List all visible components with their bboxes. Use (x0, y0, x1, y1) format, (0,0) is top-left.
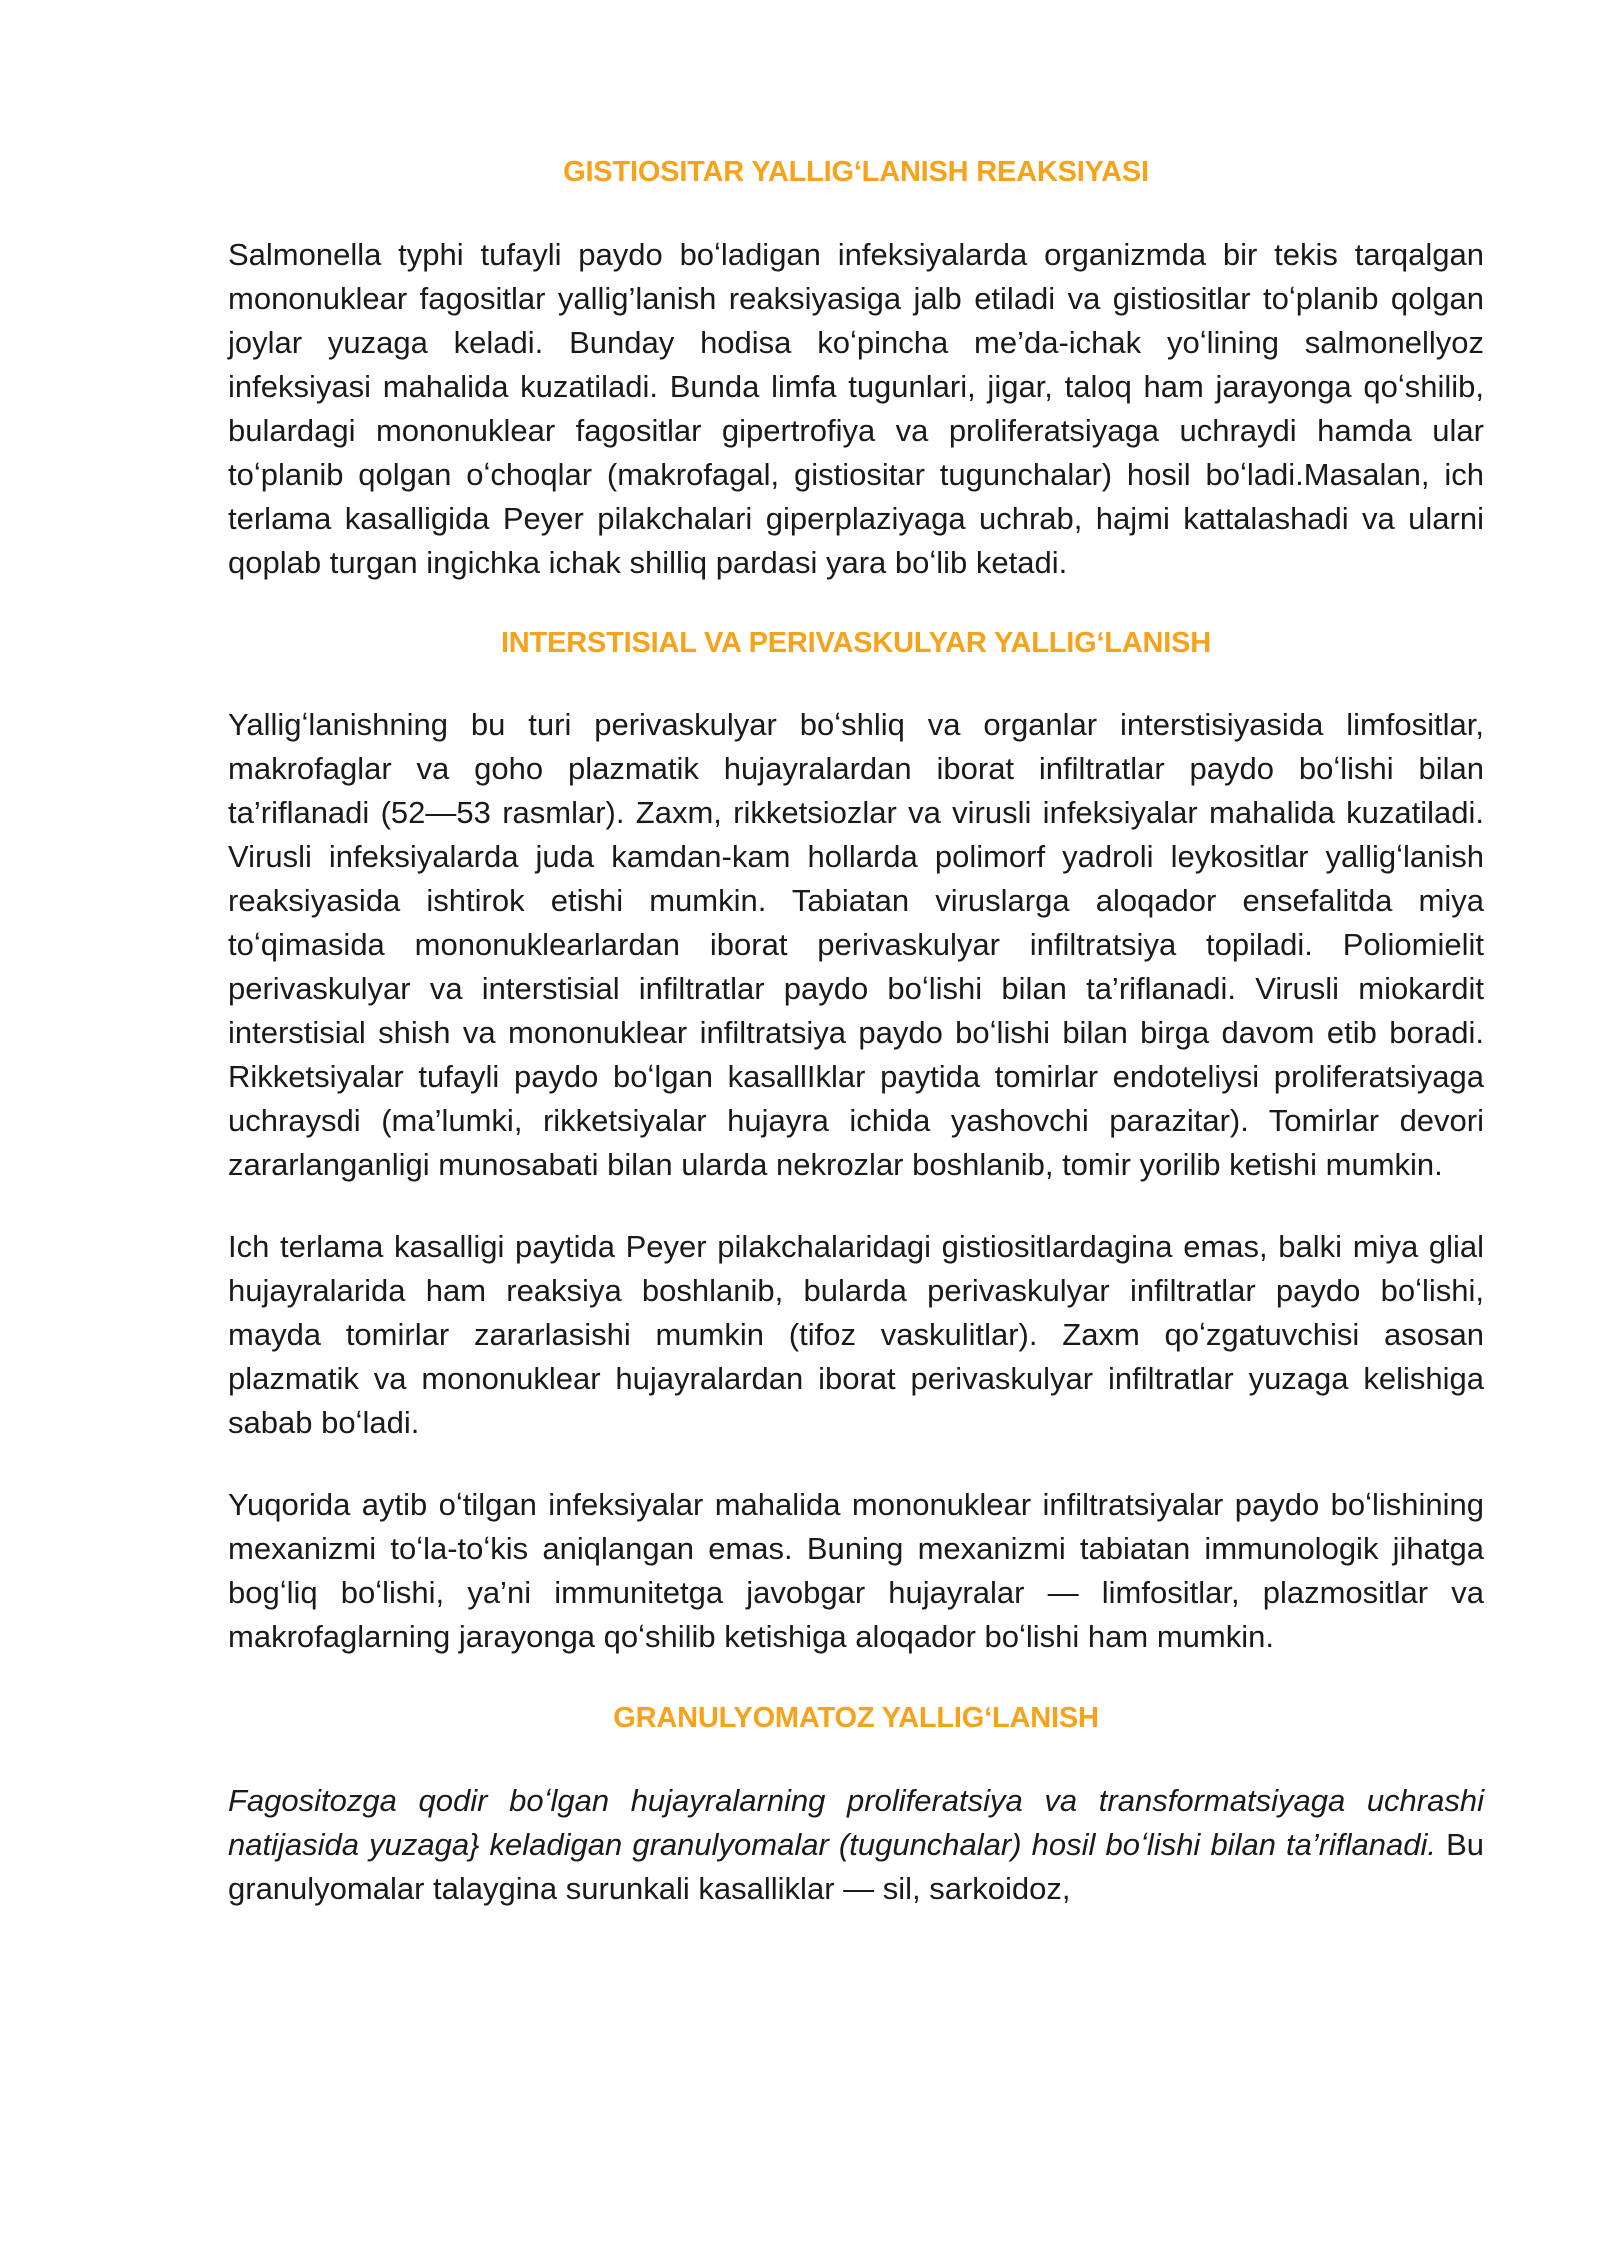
paragraph-interstisial-1: Yalligʻlanishning bu turi perivaskulyar boʻshliq va organlar interstisiyasida limfositlar, makrofaglar va goho plazmatik hujayralardan iborat infiltratlar paydo boʻlishi bilan ta’riflanadi (52—53 rasmlar). Zaxm, rikketsiozlar va virusli infeksiyalar mahalida kuzatiladi. Virusli infeksiyalarda juda kamdan-kam hollarda polimorf yadroli leykositlar yalligʻlanish reaksiyasida ishtirok etishi mumkin. Tabiatan viruslarga aloqador ensefalitda miya toʻqimasida mononuklearlardan iborat perivaskulyar infiltratsiya topiladi. Poliomielit perivaskulyar va interstisial infiltratlar paydo boʻlishi bilan ta’riflanadi. Virusli miokardit interstisial shish va mononuklear infiltratsiya paydo boʻlishi bilan birga davom etib boradi. Rikketsiyalar tufayli paydo boʻlgan kasallIklar paytida tomirlar endoteliysi proliferatsiyaga uchraysdi (ma’lumki, rikketsiyalar hujayra ichida yashovchi parazitar). Tomirlar devori zararlanganligi munosabati bilan ularda nekrozlar boshlanib, tomir yorilib ketishi mumkin. (228, 707, 1484, 1182)
section-heading-interstisial: INTERSTISIAL VA PERIVASKULYAR YALLIGʻLANISH (500, 627, 1212, 659)
paragraph-interstisial-3: Yuqorida aytib oʻtilgan infeksiyalar mahalida mononuklear infiltratsiyalar paydo boʻlishining mexanizmi toʻla-toʻkis aniqlangan emas. Buning mexanizmi tabiatan immunologik jihatga bogʻliq boʻlishi, ya’ni immunitetga javobgar hujayralar — limfositlar, plazmositlar va makrofaglarning jarayonga qoʻshilib ketishiga aloqador boʻlishi ham mumkin. (228, 1487, 1484, 1654)
paragraph-granulyomatoz-italic-lead: Fagositozga qodir boʻlgan hujayralarning proliferatsiya va transformatsiyaga uchrashi natijasida yuzaga} keladigan granulyomalar (tugunchalar) hosil boʻlishi bilan ta’riflanadi. (228, 1783, 1484, 1862)
paragraph-gistiositar: Salmonella typhi tufayli paydo boʻladigan infeksiyalarda organizmda bir tekis tarqalgan mononuklear fagositlar yallig’lanish reaksiyasiga jalb etiladi va gistiositlar toʻplanib qolgan joylar yuzaga keladi. Bunday hodisa koʻpincha me’da-ichak yoʻlining salmonellyoz infeksiyasi mahalida kuzatiladi. Bunda limfa tugunlari, jigar, taloq ham jarayonga qoʻshilib, bulardagi mononuklear fagositlar gipertrofiya va proliferatsiyaga uchraydi hamda ular toʻplanib qolgan oʻchoqlar (makrofagal, gistiositar tugunchalar) hosil boʻladi.Masalan, ich terlama kasalligida Peyer pilakchalari giperplaziyaga uchrab, hajmi kattalashadi va ularni qoplab turgan ingichka ichak shilliq pardasi yara boʻlib ketadi. (228, 237, 1484, 580)
section-heading-granulyomatoz: GRANULYOMATOZ YALLIGʻLANISH (613, 1702, 1099, 1734)
document-page (228, 150, 1484, 1911)
section-heading-gistiositar: GISTIOSITAR YALLIGʻLANISH REAKSIYASI (563, 156, 1149, 188)
paragraph-interstisial-2: Ich terlama kasalligi paytida Peyer pilakchalaridagi gistiositlardagina emas, balki miya glial hujayralarida ham reaksiya boshlanib, bularda perivaskulyar infiltratlar paydo boʻlishi, mayda tomirlar zararlasishi mumkin (tifoz vaskulitlar). Zaxm qoʻzgatuvchisi asosan plazmatik va mononuklear hujayralardan iborat perivaskulyar infiltratlar yuzaga kelishiga sabab boʻladi. (228, 1229, 1484, 1440)
paragraph-granulyomatoz (228, 1779, 1484, 1911)
paragraph-granulyomatoz-rest: Bu granulyomalar talaygina surunkali kasalliklar — sil, sarkoidoz, (228, 1827, 1485, 1906)
